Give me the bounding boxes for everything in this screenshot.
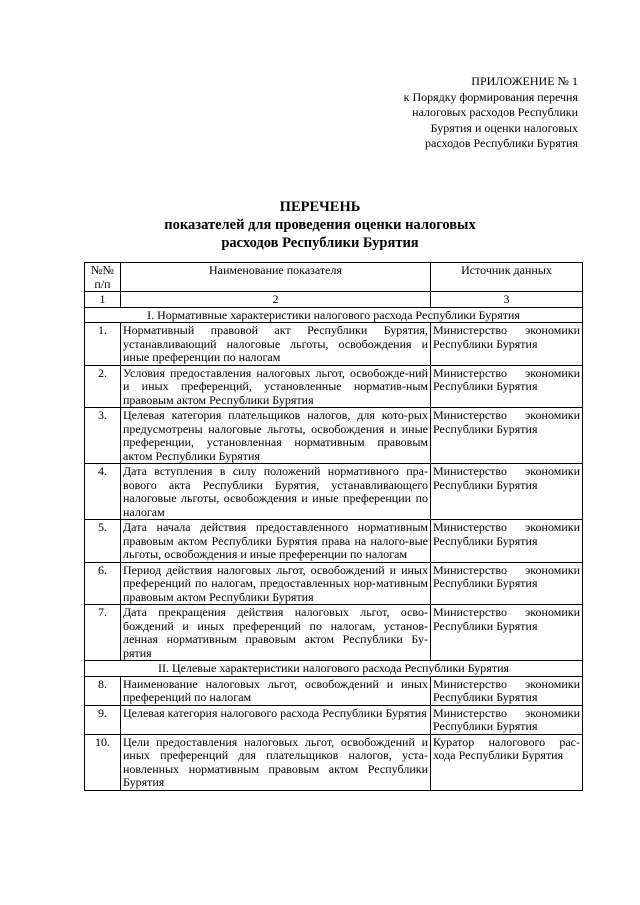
section-title-2: II. Целевые характеристики налогового расхода Республики Бурятия [85,661,583,677]
column-numbers-row [85,292,583,308]
row-num: 5. [85,520,121,563]
table-row [85,464,583,520]
table-row [85,365,583,408]
row-name: Наименование налоговых льгот, освобождений и иных преференций по налогам [121,676,431,705]
row-name: Дата начала действия предоставленного нормативным правовым актом Республики Бурятия права на налого-вые льготы, освобождения и иные преференции по налогам [121,520,431,563]
table-row [85,676,583,705]
row-name: Условия предоставления налоговых льгот, освобожде-ний и иных преференций, установленные норматив-ным правовым актом Республики Бурятия [121,365,431,408]
row-name: Нормативный правовой акт Республики Бурятия, устанавливающий налоговые льготы, освобождения и иные преференции по налогам [121,323,431,366]
row-num: 2. [85,365,121,408]
row-source: Министерство экономики Республики Бурятия [431,464,583,520]
title-line-1: ПЕРЕЧЕНЬ [279,199,361,215]
row-name: Дата вступления в силу положений нормативного пра-вового акта Республики Бурятия, устанавливающего налоговые льготы, освобождения и иные преференции по налогам [121,464,431,520]
table-row [85,734,583,790]
table-header-row [85,263,583,292]
row-source: Министерство экономики Республики Бурятия [431,676,583,705]
appendix-line: Бурятия и оценки налоговых [430,120,578,135]
section-row [85,661,583,677]
row-name: Целевая категория плательщиков налогов, для кото-рых предусмотрены налоговые льготы, освобождения и иные преференции, установленная нормативным правовым актом Республики Бурятия [121,408,431,464]
document-title [0,198,640,252]
row-num: 10. [85,734,121,790]
title-line-3: расходов Республики Бурятия [221,235,419,251]
row-source: Куратор налогового рас-хода Республики Бурятия [431,734,583,790]
header-num: №№ п/п [85,263,121,292]
title-line-2: показателей для проведения оценки налоговых [164,217,476,233]
row-source: Министерство экономики Республики Бурятия [431,605,583,661]
header-name: Наименование показателя [121,263,431,292]
header-source: Источник данных [431,263,583,292]
row-num: 4. [85,464,121,520]
col-number: 1 [85,292,121,308]
row-num: 9. [85,705,121,734]
row-num: 8. [85,676,121,705]
row-source: Министерство экономики Республики Бурятия [431,520,583,563]
appendix-line: ПРИЛОЖЕНИЕ № 1 [471,74,578,88]
row-num: 3. [85,408,121,464]
row-num: 6. [85,562,121,605]
table-row [85,323,583,366]
section-title-1: I. Нормативные характеристики налогового расхода Республики Бурятия [85,307,583,323]
row-source: Министерство экономики Республики Бурятия [431,562,583,605]
row-name: Дата прекращения действия налоговых льгот, осво-бождений и иных преференций по налогам, установ-ленная нормативным правовым актом Республики Бу-рятия [121,605,431,661]
row-num: 7. [85,605,121,661]
table-row [85,562,583,605]
row-source: Министерство экономики Республики Бурятия [431,365,583,408]
section-row [85,307,583,323]
row-name: Целевая категория налогового расхода Республики Бурятия [121,705,431,734]
col-number: 2 [121,292,431,308]
appendix-line: расходов Республики Бурятия [425,136,578,150]
row-source: Министерство экономики Республики Бурятия [431,705,583,734]
appendix-line: к Порядку формирования перечня [403,89,578,104]
row-name: Период действия налоговых льгот, освобождений и иных преференций по налогам, предоставленных нор-мативным правовым актом Республики Бурятия [121,562,431,605]
row-source: Министерство экономики Республики Бурятия [431,323,583,366]
row-num: 1. [85,323,121,366]
table-row [85,408,583,464]
table-row [85,520,583,563]
row-name: Цели предоставления налоговых льгот, освобождений и иных преференций для плательщиков налогов, уста-новленных нормативным правовым актом Республики Бурятия [121,734,431,790]
table-row [85,605,583,661]
appendix-header [348,74,578,152]
col-number: 3 [431,292,583,308]
row-source: Министерство экономики Республики Бурятия [431,408,583,464]
table-row [85,705,583,734]
indicators-table [84,262,583,791]
appendix-line: налоговых расходов Республики [412,105,578,119]
